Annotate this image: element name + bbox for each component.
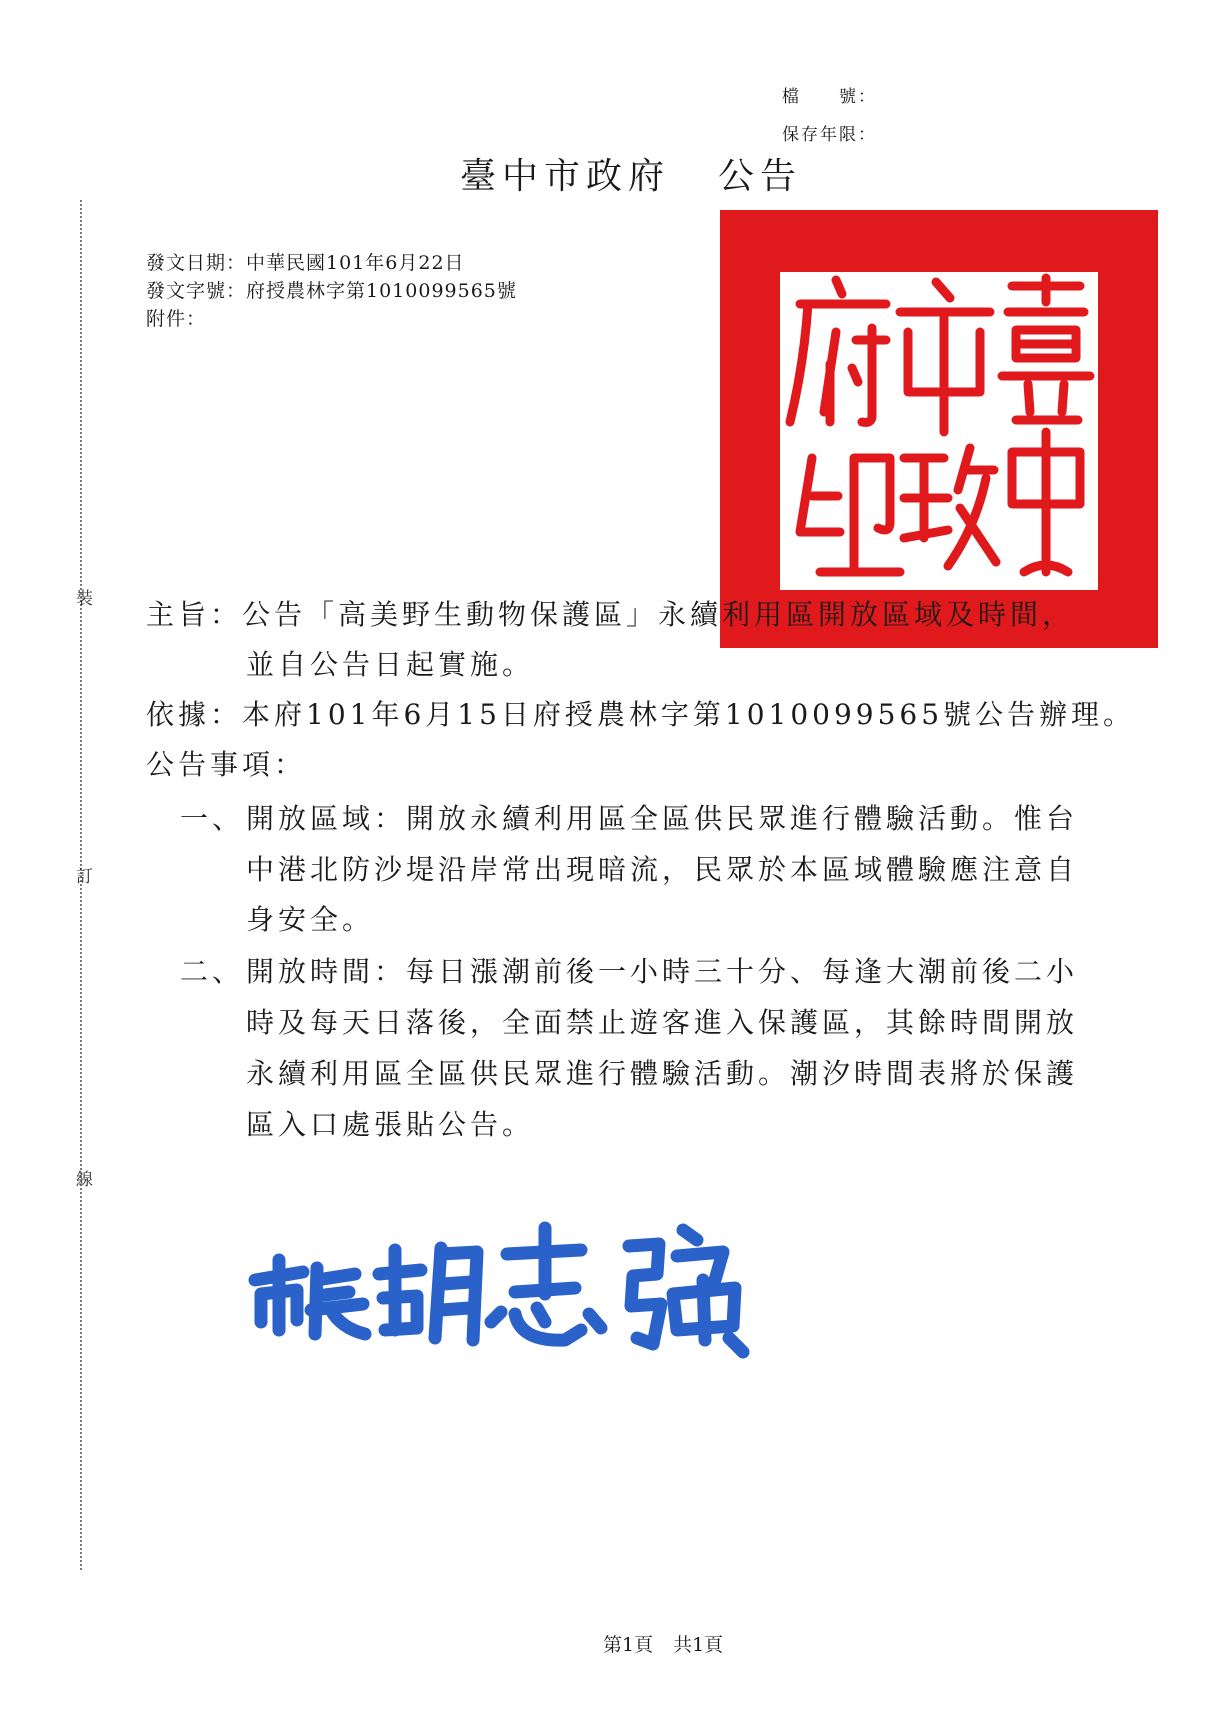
page-title (460, 148, 802, 199)
doc-type: 公告 (718, 156, 803, 197)
seal-glyphs (780, 272, 1098, 590)
item-2-line-1: 開放時間：每日漲潮前後一小時三十分、每逢大潮前後二小 (246, 955, 1079, 988)
subject-text-1: 公告「高美野生動物保護區」永續利用區開放區域及時間， (242, 598, 1075, 631)
signature-strokes (245, 1210, 845, 1360)
item-1-line-1: 開放區域：開放永續利用區全區供民眾進行體驗活動。惟台 (246, 802, 1079, 835)
subject-line-2: 並自公告日起實施。 (246, 648, 535, 681)
item-2-line-3: 永續利用區全區供民眾進行體驗活動。潮汐時間表將於保護 (246, 1057, 1079, 1090)
retention-label: 保存年限： (782, 125, 877, 145)
attachment-label: 附件： (146, 308, 207, 330)
item-1-marker: 一、 (180, 802, 245, 835)
seal-inner (780, 272, 1098, 590)
file-number-label: 檔 號： (782, 87, 877, 107)
basis-text: 本府101年6月15日府授農林字第1010099565號公告辦理。 (242, 698, 1136, 731)
issue-number: 發文字號：府授農林字第1010099565號 (146, 280, 517, 302)
page-number: 第1頁 (603, 1634, 654, 1656)
agency-name: 臺中市政府 (460, 156, 671, 197)
binding-mark-ding: 訂 (76, 867, 93, 887)
item-2-marker: 二、 (180, 955, 245, 988)
page-total: 共1頁 (673, 1634, 724, 1656)
basis-label: 依據： (146, 698, 243, 731)
binding-mark-xian: 線 (76, 1170, 93, 1190)
subject-line-1 (146, 593, 1074, 633)
item-2-line-4: 區入口處張貼公告。 (246, 1108, 535, 1141)
item-1-line-3: 身安全。 (246, 903, 375, 936)
basis-line (146, 693, 1135, 733)
binding-mark-zhuang: 裝 (76, 589, 93, 609)
subject-label: 主旨： (146, 598, 243, 631)
official-seal (720, 210, 1158, 648)
page-footer (603, 1630, 723, 1657)
issue-date: 發文日期：中華民國101年6月22日 (146, 252, 465, 274)
item-1-line-2: 中港北防沙堤沿岸常出現暗流，民眾於本區域體驗應注意自 (246, 853, 1079, 886)
mayor-signature (245, 1210, 845, 1364)
items-heading: 公告事項： (146, 748, 307, 781)
item-2-line-2: 時及每天日落後，全面禁止遊客進入保護區，其餘時間開放 (246, 1006, 1079, 1039)
